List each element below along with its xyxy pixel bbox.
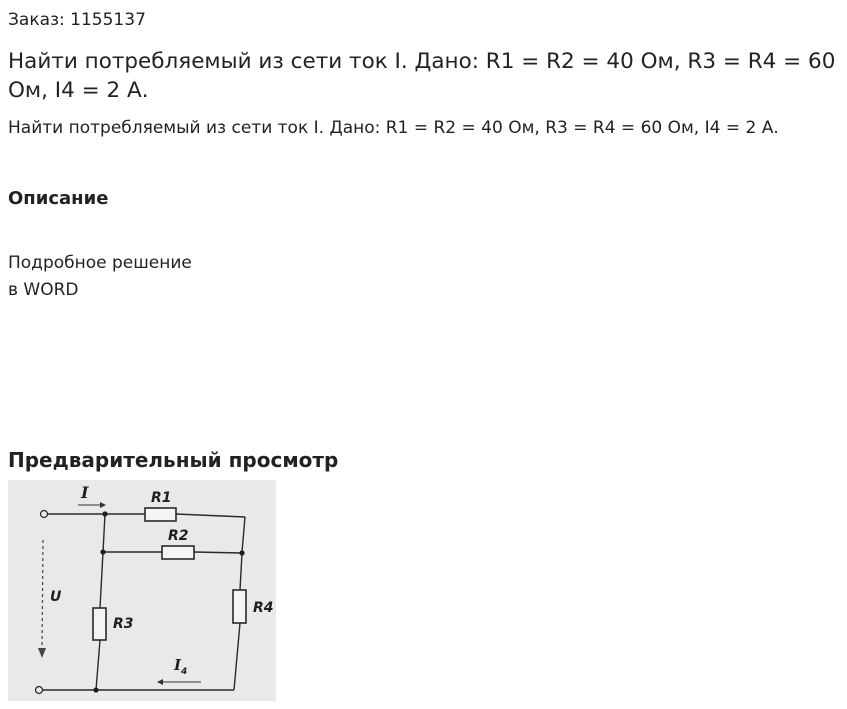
voltage-arrowhead <box>38 648 46 658</box>
preview-heading: Предварительный просмотр <box>8 448 339 472</box>
description-line: Подробное решение <box>8 253 192 273</box>
current-i4-arrowhead <box>157 679 163 685</box>
resistor-r2 <box>162 546 194 559</box>
order-number: Заказ: 1155137 <box>8 10 146 30</box>
voltage-arrow <box>42 540 43 652</box>
resistor-r1 <box>145 508 176 521</box>
resistor-r3 <box>93 608 106 640</box>
circuit-preview-image[interactable] <box>8 480 276 701</box>
circuit-diagram <box>8 480 276 701</box>
label-r3: R3 <box>113 616 134 632</box>
task-statement: Найти потребляемый из сети ток I. Дано: R1 = R2 = 40 Ом, R3 = R4 = 60 Ом, I4 = 2 А. <box>8 118 779 138</box>
terminal-bottom <box>36 687 43 694</box>
label-r1: R1 <box>151 490 172 506</box>
resistor-r4 <box>233 590 246 623</box>
label-current-i4-subscript: 4 <box>181 667 188 677</box>
current-arrowhead <box>100 502 106 508</box>
label-r4: R4 <box>253 600 274 616</box>
page-title: Найти потребляемый из сети ток I. Дано: R1 = R2 = 40 Ом, R3 = R4 = 60 Ом, I4 = 2 А. <box>8 49 836 103</box>
circuit-wires <box>40 514 245 690</box>
label-current-i4: I <box>174 656 182 674</box>
description-line: в WORD <box>8 280 79 300</box>
label-r2: R2 <box>168 528 189 544</box>
label-voltage-u: U <box>50 589 62 605</box>
description-heading: Описание <box>8 188 109 209</box>
description-body <box>8 250 192 304</box>
terminal-top <box>41 511 48 518</box>
label-current-i: I <box>81 483 89 502</box>
